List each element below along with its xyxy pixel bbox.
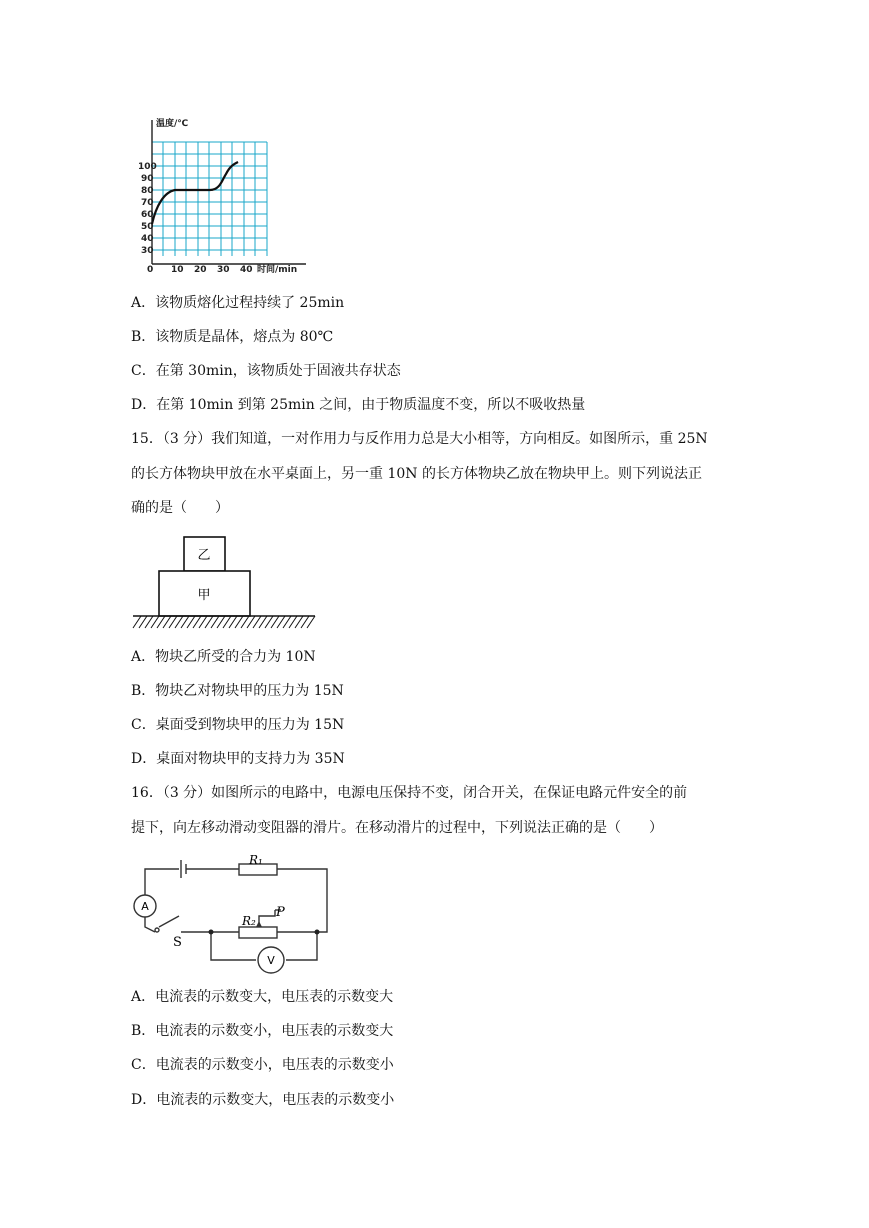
q15-option-b: B．物块乙对物块甲的压力为 15N bbox=[131, 683, 344, 699]
r1-label: R₁ bbox=[249, 853, 263, 867]
q14-option-c: C．在第 30min，该物质处于固液共存状态 bbox=[131, 363, 401, 379]
circuit-figure bbox=[131, 852, 333, 976]
temperature-curve bbox=[152, 162, 238, 224]
table-hatching bbox=[133, 616, 315, 628]
r2-label: R₂ bbox=[242, 914, 256, 928]
q15-option-a: A．物块乙所受的合力为 10N bbox=[131, 649, 316, 665]
x-tick: 0 bbox=[147, 265, 154, 275]
x-tick: 30 bbox=[217, 265, 230, 275]
y-tick: 60 bbox=[141, 210, 154, 220]
y-tick: 80 bbox=[141, 186, 154, 196]
switch-label: S bbox=[173, 935, 182, 950]
y-tick: 40 bbox=[141, 234, 154, 244]
q16-stem-line-1: 16．（3 分）如图所示的电路中，电源电压保持不变，闭合开关，在保证电路元件安全的前 bbox=[131, 785, 688, 801]
q14-option-a: A．该物质熔化过程持续了 25min bbox=[131, 295, 345, 311]
y-tick: 30 bbox=[141, 246, 154, 256]
voltmeter-label: V bbox=[267, 954, 275, 967]
q16-option-d: D．电流表的示数变大，电压表的示数变小 bbox=[131, 1092, 395, 1108]
blocks-figure bbox=[131, 535, 317, 633]
x-tick: 10 bbox=[171, 265, 184, 275]
q15-stem-line-1: 15．（3 分）我们知道，一对作用力与反作用力总是大小相等，方向相反。如图所示，重 25N bbox=[131, 431, 708, 447]
block-jia-label: 甲 bbox=[197, 588, 211, 603]
q16-option-b: B．电流表的示数变小，电压表的示数变大 bbox=[131, 1023, 394, 1039]
x-tick: 20 bbox=[194, 265, 207, 275]
q15-stem-line-3: 确的是（ ） bbox=[131, 500, 229, 516]
junction-left bbox=[209, 930, 214, 935]
y-tick: 100 bbox=[138, 162, 157, 172]
q15-option-d: D．桌面对物块甲的支持力为 35N bbox=[131, 751, 345, 767]
q15-stem-line-2: 的长方体物块甲放在水平桌面上，另一重 10N 的长方体物块乙放在物块甲上。则下列说法正 bbox=[131, 466, 702, 482]
x-axis-title: 时间/min bbox=[257, 265, 298, 275]
switch-blade bbox=[159, 916, 179, 927]
ammeter-label: A bbox=[141, 900, 149, 913]
q14-option-b: B．该物质是晶体，熔点为 80℃ bbox=[131, 329, 334, 345]
graph-grid bbox=[152, 142, 267, 256]
y-tick: 90 bbox=[141, 174, 154, 184]
q15-option-c: C．桌面受到物块甲的压力为 15N bbox=[131, 717, 345, 733]
q14-option-d: D．在第 10min 到第 25min 之间，由于物质温度不变，所以不吸收热量 bbox=[131, 397, 586, 413]
x-tick: 40 bbox=[240, 265, 253, 275]
block-yi-label: 乙 bbox=[197, 548, 211, 563]
slider-p bbox=[259, 910, 275, 927]
melting-graph bbox=[140, 112, 310, 274]
junction-right bbox=[315, 930, 320, 935]
y-axis-title: 温度/℃ bbox=[156, 119, 189, 129]
q16-option-c: C．电流表的示数变小，电压表的示数变小 bbox=[131, 1057, 394, 1073]
slider-label: P bbox=[276, 905, 285, 920]
y-tick: 70 bbox=[141, 198, 154, 208]
y-tick: 50 bbox=[141, 222, 154, 232]
resistor-r2 bbox=[239, 927, 277, 938]
q16-option-a: A．电流表的示数变大，电压表的示数变大 bbox=[131, 989, 394, 1005]
q16-stem-line-2: 提下，向左移动滑动变阻器的滑片。在移动滑片的过程中，下列说法正确的是（ ） bbox=[131, 820, 663, 836]
